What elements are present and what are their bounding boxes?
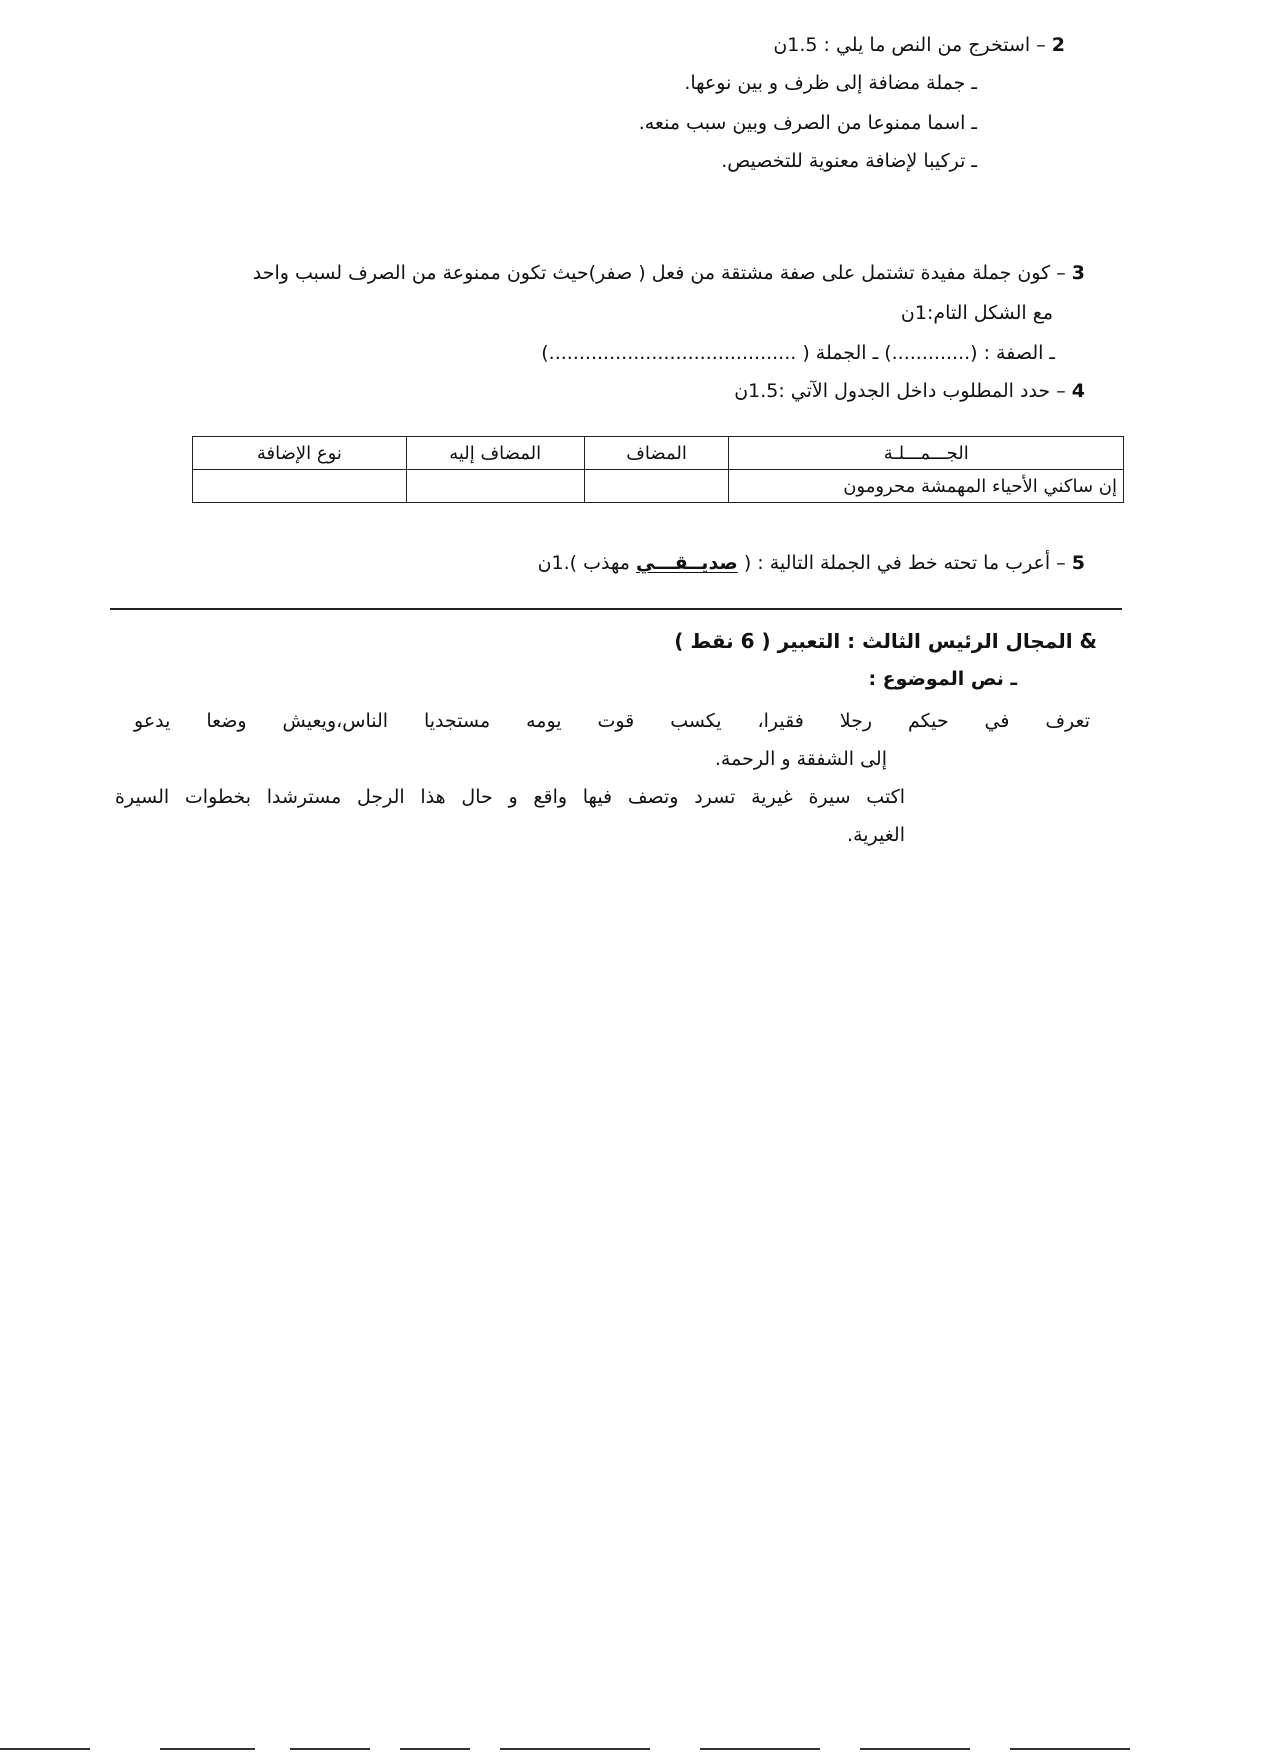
q3-line-1 — [253, 260, 1085, 286]
section3-title: & المجال الرئيس الثالث : التعبير ( 6 نقط ) — [674, 629, 1097, 653]
footer-mark — [290, 1748, 370, 1750]
q4-header-mudaf: المضاف — [584, 437, 729, 470]
footer-mark — [160, 1748, 255, 1750]
q4-title — [734, 378, 1085, 404]
q5-underlined-word: صديــقـــي — [635, 552, 738, 574]
q4-title-text: – حدد المطلوب داخل الجدول الآتي :1.5ن — [734, 380, 1066, 402]
q5-text-before: – أعرب ما تحته خط في الجملة التالية : ( — [737, 552, 1066, 574]
footer-mark — [500, 1748, 650, 1750]
q5-number: 5 — [1071, 552, 1085, 574]
q4-table-header-row — [193, 437, 1124, 470]
section3-topic-label: ـ نص الموضوع : — [868, 668, 1017, 690]
q2-item-1: ـ جملة مضافة إلى ظرف و بين نوعها. — [684, 72, 977, 94]
q2-title — [773, 32, 1065, 58]
section3-para2-line1: اكتب سيرة غيرية تسرد وتصف فيها واقع و حال هذا الرجل مسترشدا بخطوات السيرة — [115, 786, 905, 808]
q3-line-3: ـ الصفة : (.............) ـ الجملة ( .........................................) — [541, 342, 1055, 364]
q4-header-sentence: الجـــمـــلـة — [729, 437, 1124, 470]
section-divider — [110, 608, 1122, 610]
q4-cell-mudaf — [584, 470, 729, 503]
q4-cell-idafa-type — [193, 470, 407, 503]
q4-number: 4 — [1071, 380, 1085, 402]
q4-cell-mudaf-ilayh — [406, 470, 584, 503]
q4-cell-sentence: إن ساكني الأحياء المهمشة محرومون — [729, 470, 1124, 503]
footer-mark — [860, 1748, 970, 1750]
q4-header-idafa-type: نوع الإضافة — [193, 437, 407, 470]
q5-line — [538, 550, 1085, 576]
footer-mark — [400, 1748, 470, 1750]
footer-mark — [700, 1748, 820, 1750]
q2-number: 2 — [1051, 34, 1065, 56]
q4-table — [192, 436, 1124, 503]
section3-para1-line1: تعرف في حيكم رجلا فقيرا، يكسب قوت يومه مستجديا الناس،ويعيش وضعا يدعو — [134, 710, 1090, 732]
q3-number: 3 — [1071, 262, 1085, 284]
footer-mark — [1010, 1748, 1130, 1750]
q5-text-after: مهذب ).1ن — [537, 552, 636, 574]
q2-title-text: – استخرج من النص ما يلي : 1.5ن — [773, 34, 1046, 56]
footer-mark — [0, 1748, 90, 1750]
section3-para1-line2: إلى الشفقة و الرحمة. — [714, 748, 887, 770]
q4-header-mudaf-ilayh: المضاف إليه — [406, 437, 584, 470]
q2-item-3: ـ تركيبا لإضافة معنوية للتخصيص. — [721, 150, 977, 172]
q3-line-1-text: – كون جملة مفيدة تشتمل على صفة مشتقة من فعل ( صفر)حيث تكون ممنوعة من الصرف لسبب واحد — [252, 262, 1066, 284]
q4-table-row — [193, 470, 1124, 503]
q3-line-2: مع الشكل التام:1ن — [900, 302, 1053, 324]
section3-para2-line2: الغيرية. — [847, 824, 905, 846]
q2-item-2: ـ اسما ممنوعا من الصرف وبين سبب منعه. — [638, 112, 977, 134]
